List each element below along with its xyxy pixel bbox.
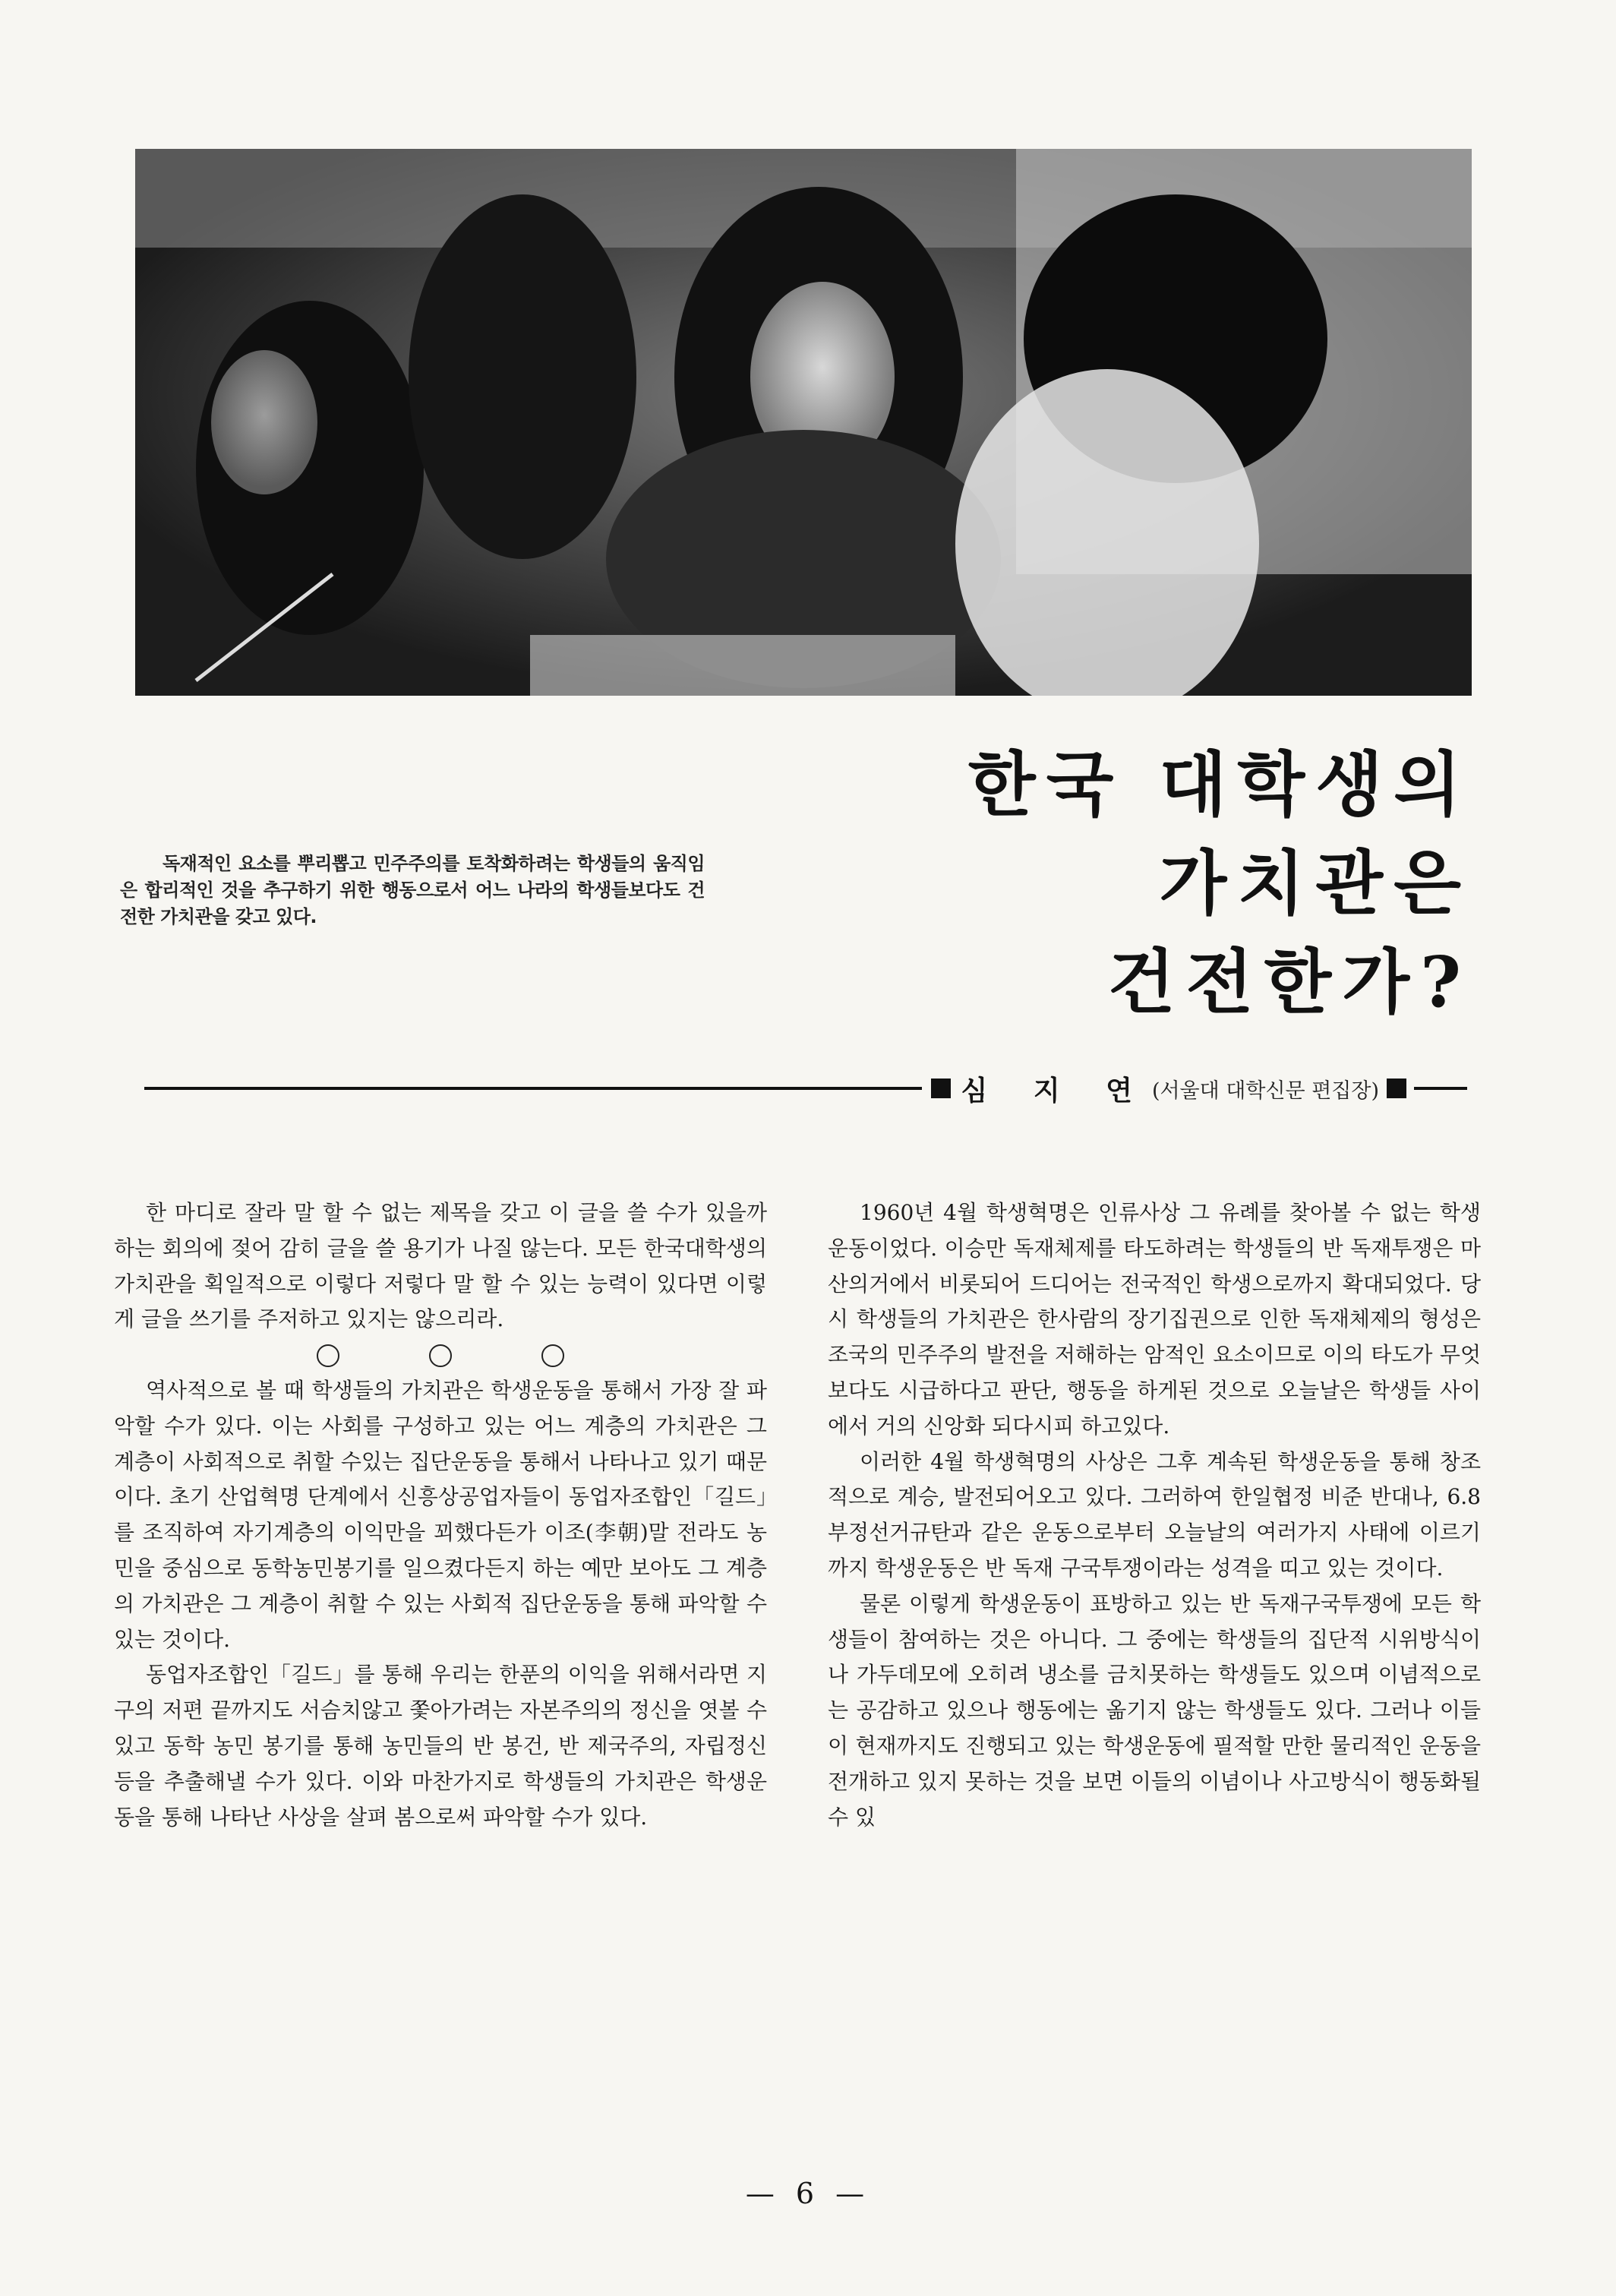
paragraph: 1960년 4월 학생혁명은 인류사상 그 유례를 찾아볼 수 없는 학생운동이었다. 이승만 독재체제를 타도하려는 학생들의 반 독재투쟁은 마산의거에서 비롯되어 드디어는 전국적인 학생으로까지 확대되었다. 당시 학생들의 가치관은 한사람의 장기집권으로 인한 독재체제의 형성은 조국의 민주주의 발전을 저해하는 암적인 요소이므로 이의 타도가 무엇보다도 시급하다고 판단, 행동을 하게된 것으로 오늘날은 학생들 사이에서 거의 신앙화 되다시피 하고있다. xyxy=(828,1200,1481,1439)
section-divider xyxy=(114,1337,767,1373)
circle-icon xyxy=(429,1344,452,1367)
photo-image xyxy=(135,149,1472,696)
right-column xyxy=(828,1195,1481,1835)
circle-icon xyxy=(541,1344,564,1367)
byline-square-right xyxy=(1387,1079,1406,1098)
byline-rule-right xyxy=(1414,1087,1467,1090)
title-line-2: 가치관은 xyxy=(1159,842,1472,924)
photo-caption: 독재적인 요소를 뿌리뽑고 민주주의를 토착화하려는 학생들의 움직임은 합리적인 것을 추구하기 위한 행동으로서 어느 나라의 학생들보다도 건전한 가치관을 갖고 있다. xyxy=(120,853,705,927)
paragraph: 이러한 4월 학생혁명의 사상은 그후 계속된 학생운동을 통해 창조적으로 계승, 발전되어오고 있다. 그러하여 한일협정 비준 반대나, 6.8 부정선거규탄과 같은 운동으로부터 오늘날의 여러가지 사태에 이르기까지 학생운동은 반 독재 구국투쟁이라는 성격을 띠고 있는 것이다. xyxy=(828,1448,1481,1581)
byline-square-left xyxy=(931,1079,951,1098)
article-title xyxy=(968,735,1472,1031)
circle-icon xyxy=(317,1344,339,1367)
byline-rule-left xyxy=(144,1087,922,1090)
left-column xyxy=(114,1195,767,1835)
title-line-3: 건전한가? xyxy=(1107,941,1472,1023)
photo-students xyxy=(135,149,1472,696)
paragraph: 한 마디로 잘라 말 할 수 없는 제목을 갖고 이 글을 쓸 수가 있을까하는 회의에 젖어 감히 글을 쓸 용기가 나질 않는다. 모든 한국대학생의 가치관을 획일적으로 이렇다 저렇다 말 할 수 있는 능력이 있다면 이렇게 글을 쓰기를 주저하고 있지는 않으리라. xyxy=(114,1200,767,1332)
paragraph: 물론 이렇게 학생운동이 표방하고 있는 반 독재구국투쟁에 모든 학생들이 참여하는 것은 아니다. 그 중에는 학생들의 집단적 시위방식이나 가두데모에 오히려 냉소를 금치못하는 학생들도 있으며 이념적으로는 공감하고 있으나 행동에는 옮기지 않는 학생들도 있다. 그러나 이들이 현재까지도 진행되고 있는 학생운동에 필적할 만한 물리적인 운동을 전개하고 있지 못하는 것을 보면 이들의 이념이나 사고방식이 행동화될 수 있 xyxy=(828,1590,1481,1830)
paragraph: 동업자조합인「길드」를 통해 우리는 한푼의 이익을 위해서라면 지구의 저편 끝까지도 서슴치않고 쫓아가려는 자본주의의 정신을 엿볼 수 있고 동학 농민 봉기를 통해 농민들의 반 봉건, 반 제국주의, 자립정신등을 추출해낼 수가 있다. 이와 마찬가지로 학생들의 가치관은 학생운동을 통해 나타난 사상을 살펴 봄으로써 파악할 수가 있다. xyxy=(114,1662,767,1830)
page-number: — 6 — xyxy=(745,2177,871,2210)
paragraph: 역사적으로 볼 때 학생들의 가치관은 학생운동을 통해서 가장 잘 파악할 수가 있다. 이는 사회를 구성하고 있는 어느 계층의 가치관은 그 계층이 사회적으로 취할 수있는 집단운동을 통해서 나타나고 있기 때문이다. 초기 산업혁명 단계에서 신흥상공업자들이 동업자조합인「길드」를 조직하여 자기계층의 이익만을 꾀했다든가 이조(李朝)말 전라도 농민을 중심으로 동학농민봉기를 일으켰다든지 하는 예만 보아도 그 계층의 가치관은 그 계층이 취할 수 있는 사회적 집단운동을 통해 파악할 수 있는 것이다. xyxy=(114,1377,767,1652)
author-affiliation: (서울대 대학신문 편집장) xyxy=(1151,1079,1379,1103)
title-line-1: 한국 대학생의 xyxy=(967,744,1472,826)
author-name: 심 지 연 xyxy=(961,1075,1150,1107)
byline xyxy=(144,1071,1467,1106)
